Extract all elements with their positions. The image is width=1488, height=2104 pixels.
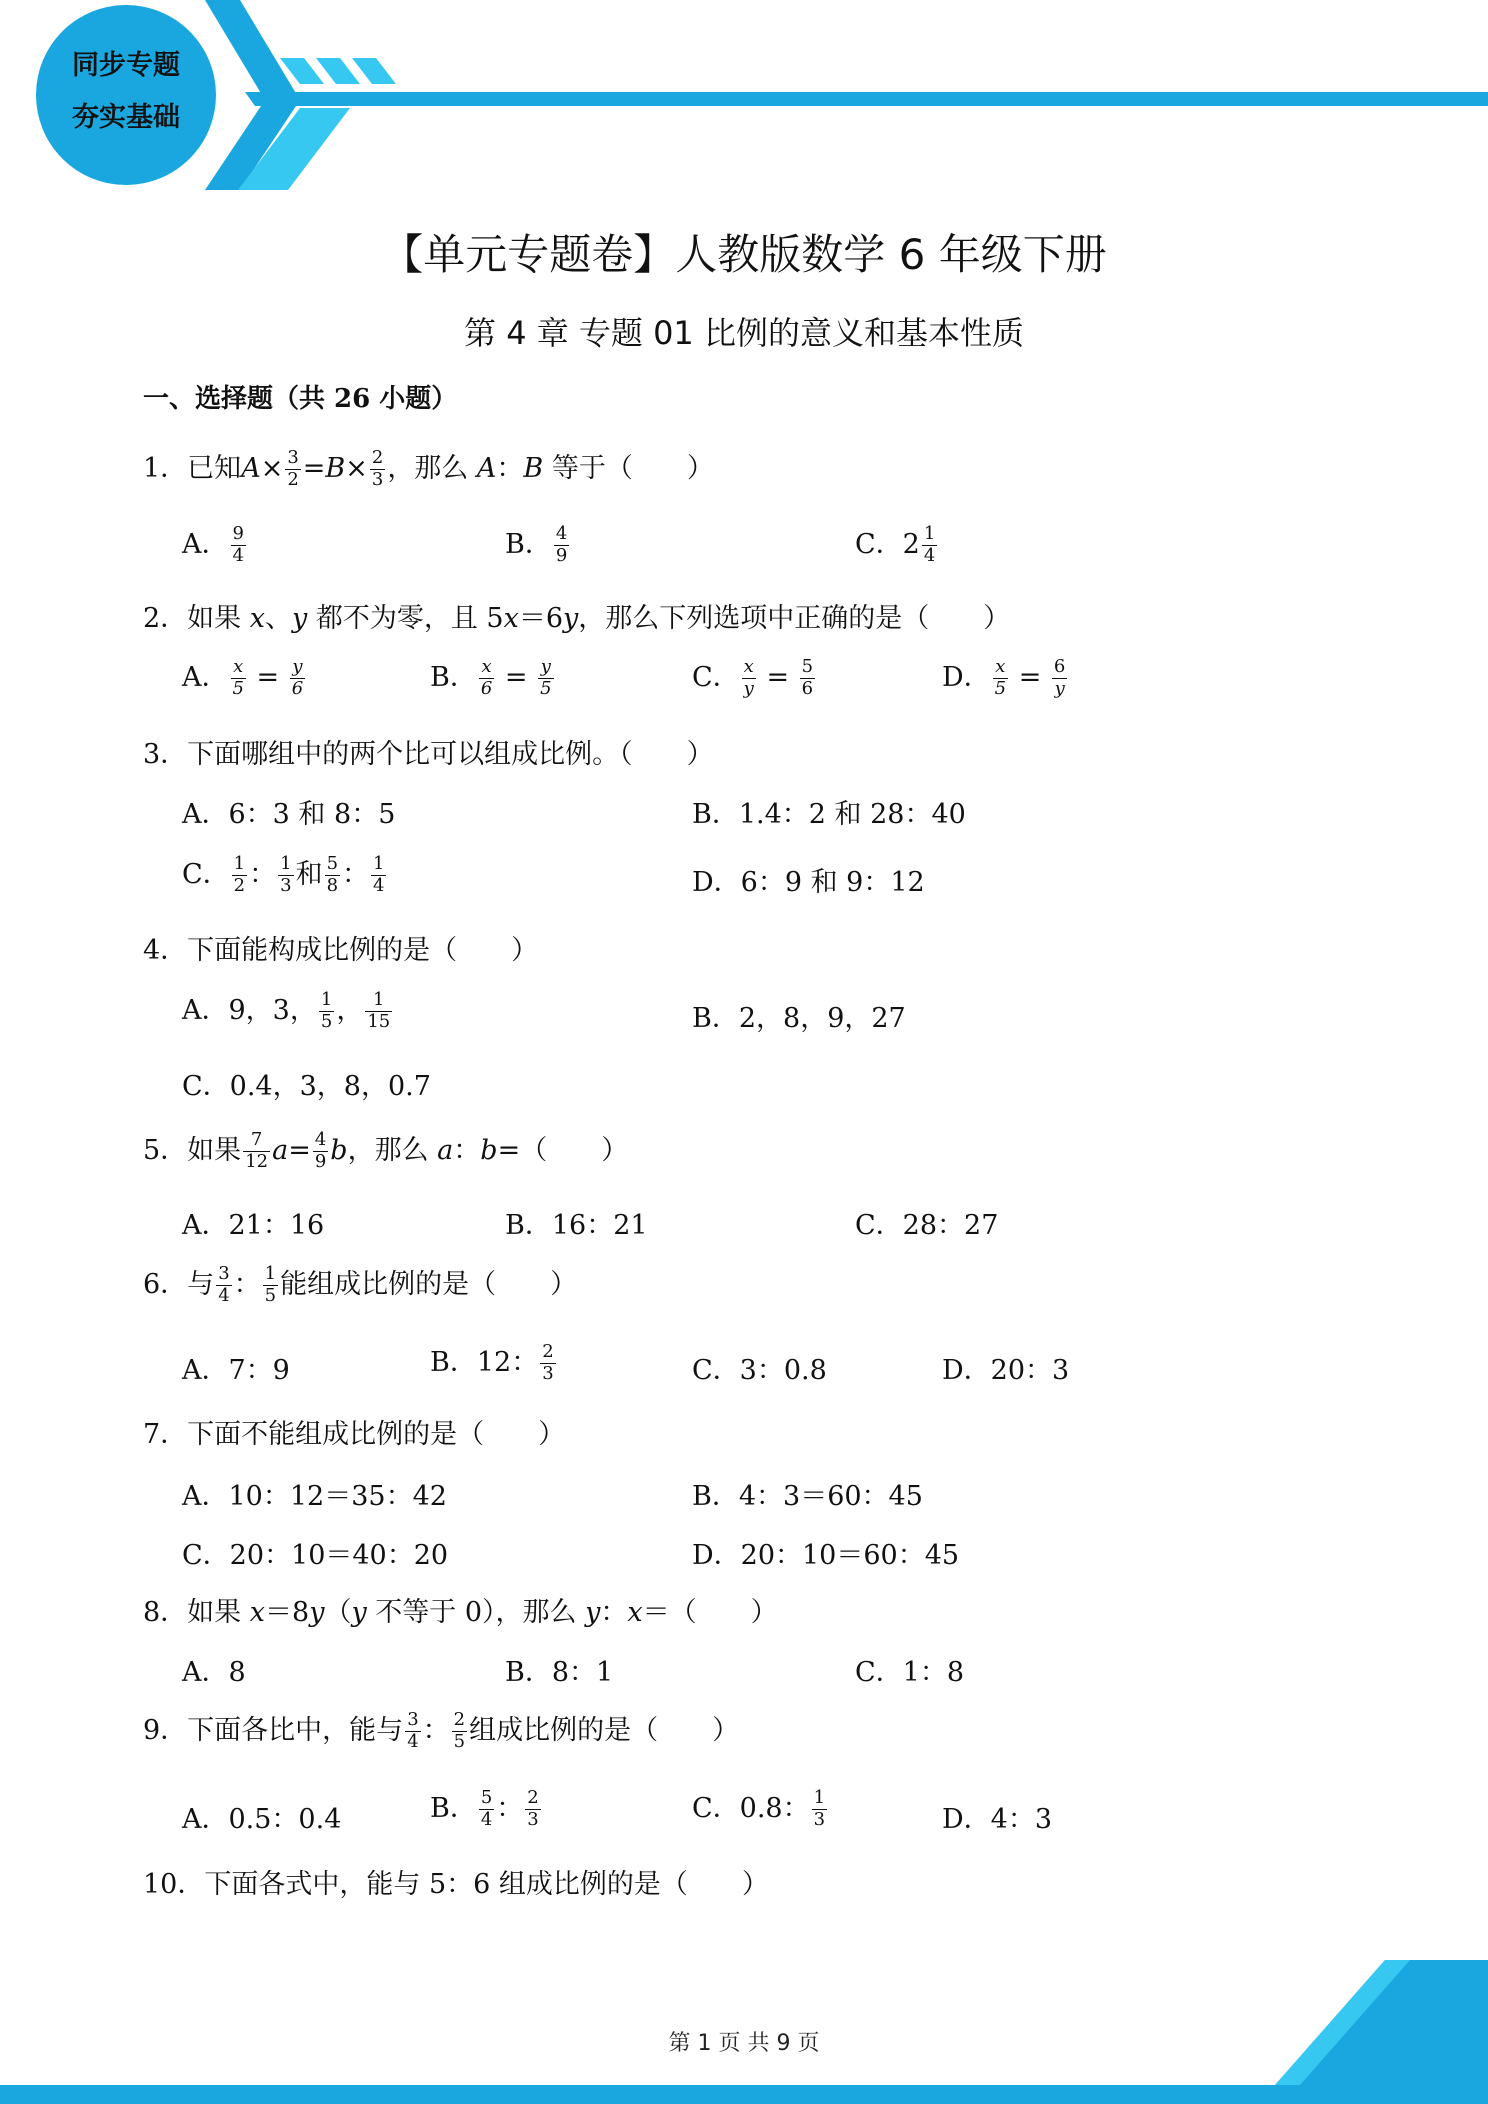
- fraction-numerator: 5: [801, 656, 814, 678]
- fraction-denominator: 3: [280, 875, 292, 896]
- fraction-numerator: 1: [280, 853, 292, 875]
- var: y: [563, 603, 579, 634]
- fraction: [285, 448, 300, 490]
- q-text: ，那么下列选项中正确的是（ ）: [578, 603, 1011, 634]
- fraction-denominator: 8: [326, 875, 339, 896]
- fraction: [290, 657, 305, 699]
- fraction-denominator: 5: [994, 678, 1007, 699]
- q1-option-c[interactable]: [855, 522, 939, 567]
- fraction-denominator: 2: [287, 469, 299, 490]
- q9-option-c[interactable]: [692, 1786, 829, 1831]
- fraction-denominator: 15: [367, 1011, 391, 1032]
- fraction-numerator: x: [231, 657, 246, 679]
- fraction-numerator: 1: [233, 853, 246, 875]
- fraction: [993, 657, 1008, 699]
- question-3: 3．下面哪组中的两个比可以组成比例。（ ）: [143, 739, 714, 770]
- fraction: [405, 1710, 420, 1752]
- fraction-denominator: 3: [542, 1363, 554, 1384]
- page-subtitle: 第 4 章 专题 01 比例的意义和基本性质: [464, 314, 1024, 352]
- fraction: [263, 1264, 278, 1306]
- q-text: （: [324, 1597, 352, 1628]
- option-label: C．0.8：: [692, 1793, 810, 1824]
- q-text: 都不为零，且 5: [307, 603, 504, 634]
- q2-option-a[interactable]: [182, 655, 307, 700]
- var: A: [241, 453, 261, 484]
- q9-option-d[interactable]: D．4：3: [942, 1804, 1053, 1835]
- fraction: [540, 1342, 555, 1384]
- option-label: D．: [942, 662, 991, 693]
- q2-option-b[interactable]: [430, 655, 556, 700]
- q-text: =: [288, 1135, 311, 1166]
- fraction-numerator: 1: [264, 1263, 277, 1285]
- fraction-numerator: 2: [527, 1787, 539, 1809]
- fraction: [525, 1788, 540, 1830]
- header-stripe: [316, 58, 360, 84]
- var: y: [351, 1597, 367, 1628]
- fraction: [812, 1788, 827, 1830]
- option-label: B．: [430, 662, 477, 693]
- equals: =: [1018, 662, 1042, 693]
- option-label: B．12：: [430, 1347, 539, 1378]
- fraction-numerator: x: [993, 657, 1008, 679]
- colon: ：: [342, 859, 370, 890]
- badge-line2: 夯实基础: [72, 102, 180, 133]
- fraction-numerator: 1: [923, 523, 936, 545]
- q-text: 6．与: [143, 1269, 215, 1300]
- fraction-numerator: 9: [232, 523, 244, 545]
- fraction: [1052, 657, 1067, 699]
- fraction-denominator: 5: [320, 1011, 333, 1032]
- colon: ：: [496, 1793, 524, 1824]
- option-label: C．: [692, 662, 740, 693]
- fraction-denominator: 6: [291, 678, 304, 699]
- fraction-denominator: 6: [480, 678, 493, 699]
- page-title: 【单元专题卷】人教版数学 6 年级下册: [381, 230, 1107, 279]
- fraction-numerator: 4: [314, 1129, 327, 1151]
- section-heading: 一、选择题（共 26 小题）: [143, 384, 458, 414]
- q-text: 组成比例的是（ ）: [469, 1715, 740, 1746]
- q4-option-a[interactable]: [182, 988, 394, 1033]
- q7-option-a[interactable]: A．10：12＝35：42: [182, 1481, 447, 1512]
- fraction: [922, 524, 937, 566]
- q-text: ＝8: [265, 1597, 310, 1628]
- q-text: 9．下面各比中，能与: [143, 1715, 404, 1746]
- q-text: 不等于 0），那么: [366, 1597, 586, 1628]
- fraction: [325, 854, 340, 896]
- fraction-denominator: y: [1054, 678, 1065, 699]
- q8-option-a[interactable]: A．8: [182, 1657, 246, 1688]
- q-text: ，那么: [387, 453, 477, 484]
- equals: =: [766, 662, 790, 693]
- fraction-numerator: 4: [555, 523, 568, 545]
- q7-option-c[interactable]: C．20：10＝40：20: [182, 1540, 449, 1571]
- fraction-denominator: 3: [527, 1809, 539, 1830]
- q1-option-b[interactable]: [505, 522, 571, 567]
- var: A: [476, 453, 497, 484]
- q5-option-a[interactable]: A．21：16: [182, 1210, 325, 1241]
- fraction-numerator: 7: [243, 1130, 270, 1152]
- question-6: [143, 1262, 577, 1307]
- footer-corner-stripe: [1275, 1960, 1410, 2085]
- fraction-denominator: 3: [371, 469, 384, 490]
- fraction-numerator: 5: [326, 853, 339, 875]
- q-text: 2．如果: [143, 603, 250, 634]
- comma: ，: [336, 995, 364, 1026]
- fraction-denominator: 5: [453, 1731, 466, 1752]
- fraction-numerator: y: [538, 657, 553, 679]
- var: y: [309, 1597, 325, 1628]
- and-word: 和: [295, 859, 323, 890]
- fraction-denominator: 9: [314, 1151, 327, 1172]
- q4-option-c[interactable]: C．0.4，3，8，0.7: [182, 1071, 431, 1102]
- q-text: ×: [260, 453, 284, 484]
- fraction: [370, 448, 385, 490]
- header-decoration: [0, 0, 1488, 200]
- var: B: [325, 453, 346, 484]
- question-4: 4．下面能构成比例的是（ ）: [143, 935, 539, 966]
- fraction: [479, 1788, 494, 1830]
- fraction: [800, 657, 815, 699]
- q-text: ：: [496, 453, 524, 484]
- question-2: [143, 596, 1010, 635]
- q3-option-b[interactable]: B．1.4：2 和 28：40: [692, 799, 966, 830]
- footer-corner: [1275, 1960, 1488, 2085]
- q8-option-c[interactable]: C．1：8: [855, 1657, 965, 1688]
- q9-option-a[interactable]: A．0.5：0.4: [182, 1804, 342, 1835]
- var: y: [292, 603, 308, 634]
- fraction-denominator: 4: [373, 875, 385, 896]
- fraction: [231, 524, 246, 566]
- question-5: [143, 1128, 628, 1173]
- q5-option-b[interactable]: B．16：21: [505, 1210, 648, 1241]
- q6-option-d[interactable]: D．20：3: [942, 1355, 1070, 1386]
- option-label: C．: [182, 859, 230, 890]
- question-1: [143, 446, 714, 491]
- equals: =: [504, 662, 528, 693]
- fraction-numerator: 1: [365, 990, 392, 1012]
- fraction-denominator: 5: [232, 678, 244, 699]
- q-text: ：: [600, 1597, 628, 1628]
- fraction-denominator: y: [743, 678, 754, 699]
- q-text: 、: [265, 603, 292, 634]
- q-text: ：: [233, 1269, 261, 1300]
- q6-option-a[interactable]: A．7：9: [182, 1355, 290, 1386]
- fraction-denominator: 4: [407, 1731, 419, 1752]
- var: b: [330, 1135, 348, 1166]
- badge: [36, 40, 216, 144]
- fraction-numerator: 3: [287, 447, 299, 469]
- option-label: B．: [430, 1793, 477, 1824]
- fraction: [278, 854, 293, 896]
- fraction-numerator: 2: [371, 447, 384, 469]
- header-rule: [245, 92, 1488, 106]
- fraction-denominator: 2: [233, 875, 246, 896]
- var: a: [437, 1135, 454, 1166]
- fraction-denominator: 4: [218, 1285, 230, 1306]
- var: x: [249, 603, 265, 634]
- q7-option-d[interactable]: D．20：10＝60：45: [692, 1540, 960, 1571]
- q-text: ：: [453, 1135, 481, 1166]
- question-7: 7．下面不能组成比例的是（ ）: [143, 1419, 566, 1450]
- fraction-numerator: 5: [480, 1787, 493, 1809]
- q4-option-b[interactable]: B．2，8，9，27: [692, 1003, 906, 1034]
- fraction: [538, 657, 553, 699]
- fraction-denominator: 5: [540, 678, 552, 699]
- fraction-denominator: 5: [264, 1285, 277, 1306]
- fraction: [452, 1710, 467, 1752]
- fraction: [371, 854, 386, 896]
- fraction-numerator: 2: [453, 1709, 466, 1731]
- footer-rule: [0, 2085, 1488, 2104]
- q-text: 等于（ ）: [543, 453, 714, 484]
- fraction-numerator: 1: [320, 989, 333, 1011]
- q2-option-c[interactable]: [692, 655, 817, 700]
- fraction-denominator: 3: [813, 1809, 826, 1830]
- q2-option-d[interactable]: [942, 655, 1069, 700]
- fraction-numerator: 6: [1053, 656, 1066, 678]
- var: B: [523, 453, 544, 484]
- q6-option-c[interactable]: C．3：0.8: [692, 1355, 827, 1386]
- colon: ：: [249, 859, 277, 890]
- q-text: ＝6: [518, 603, 564, 634]
- fraction-denominator: 12: [245, 1151, 269, 1172]
- fraction: [365, 990, 392, 1032]
- header-stripe: [352, 58, 396, 84]
- equals: =: [256, 662, 280, 693]
- q-text: =（ ）: [497, 1135, 629, 1166]
- fraction: [243, 1130, 270, 1172]
- q1-option-a[interactable]: [182, 522, 248, 567]
- fraction-numerator: 2: [542, 1341, 554, 1363]
- option-label: C．2: [855, 529, 920, 560]
- fraction: [232, 854, 247, 896]
- q9-option-b[interactable]: [430, 1786, 543, 1831]
- var: x: [249, 1597, 265, 1628]
- q-text: 8．如果: [143, 1597, 250, 1628]
- var: y: [585, 1597, 601, 1628]
- option-label: A．9，3，: [182, 995, 317, 1026]
- fraction-numerator: 1: [813, 1787, 826, 1809]
- fraction-numerator: 3: [407, 1709, 419, 1731]
- var: x: [503, 603, 519, 634]
- fraction-numerator: 1: [373, 853, 385, 875]
- fraction: [554, 524, 569, 566]
- q3-option-d[interactable]: D．6：9 和 9：12: [692, 867, 925, 898]
- q8-option-b[interactable]: B．8：1: [505, 1657, 614, 1688]
- fraction: [319, 990, 334, 1032]
- fraction: [231, 657, 246, 699]
- q5-option-c[interactable]: C．28：27: [855, 1210, 999, 1241]
- fraction: [216, 1264, 231, 1306]
- fraction-denominator: 6: [801, 678, 814, 699]
- fraction-denominator: 4: [480, 1809, 493, 1830]
- fraction-denominator: 4: [232, 545, 244, 566]
- fraction-numerator: x: [742, 657, 756, 679]
- fraction-denominator: 9: [555, 545, 568, 566]
- q7-option-b[interactable]: B．4：3＝60：45: [692, 1481, 923, 1512]
- option-label: A．: [182, 529, 229, 560]
- q-text: ，那么: [347, 1135, 438, 1166]
- fraction: [479, 657, 494, 699]
- q-text: ＝（ ）: [642, 1597, 778, 1628]
- var: x: [627, 1597, 643, 1628]
- var: a: [272, 1135, 289, 1166]
- question-8: [143, 1590, 778, 1629]
- question-10: 10．下面各式中，能与 5：6 组成比例的是（ ）: [143, 1869, 769, 1900]
- fraction-numerator: y: [290, 657, 305, 679]
- fraction-numerator: x: [479, 657, 494, 679]
- fraction-numerator: 3: [218, 1263, 230, 1285]
- fraction: [313, 1130, 328, 1172]
- badge-line1: 同步专题: [72, 50, 180, 81]
- question-9: [143, 1708, 739, 1753]
- q3-option-a[interactable]: A．6：3 和 8：5: [182, 799, 396, 830]
- var: b: [480, 1135, 498, 1166]
- q-text: 1．已知: [143, 453, 242, 484]
- fraction-denominator: 4: [923, 545, 936, 566]
- option-label: A．: [182, 662, 229, 693]
- q-text: 能组成比例的是（ ）: [280, 1269, 578, 1300]
- q3-option-c[interactable]: [182, 852, 388, 897]
- page-number: 第 1 页 共 9 页: [668, 2031, 820, 2056]
- q6-option-b[interactable]: [430, 1340, 558, 1385]
- option-label: B．: [505, 529, 552, 560]
- q-text: 5．如果: [143, 1135, 242, 1166]
- q-text: ：: [422, 1715, 450, 1746]
- fraction: [742, 657, 756, 699]
- q-text: =: [302, 453, 326, 484]
- q-text: ×: [345, 453, 368, 484]
